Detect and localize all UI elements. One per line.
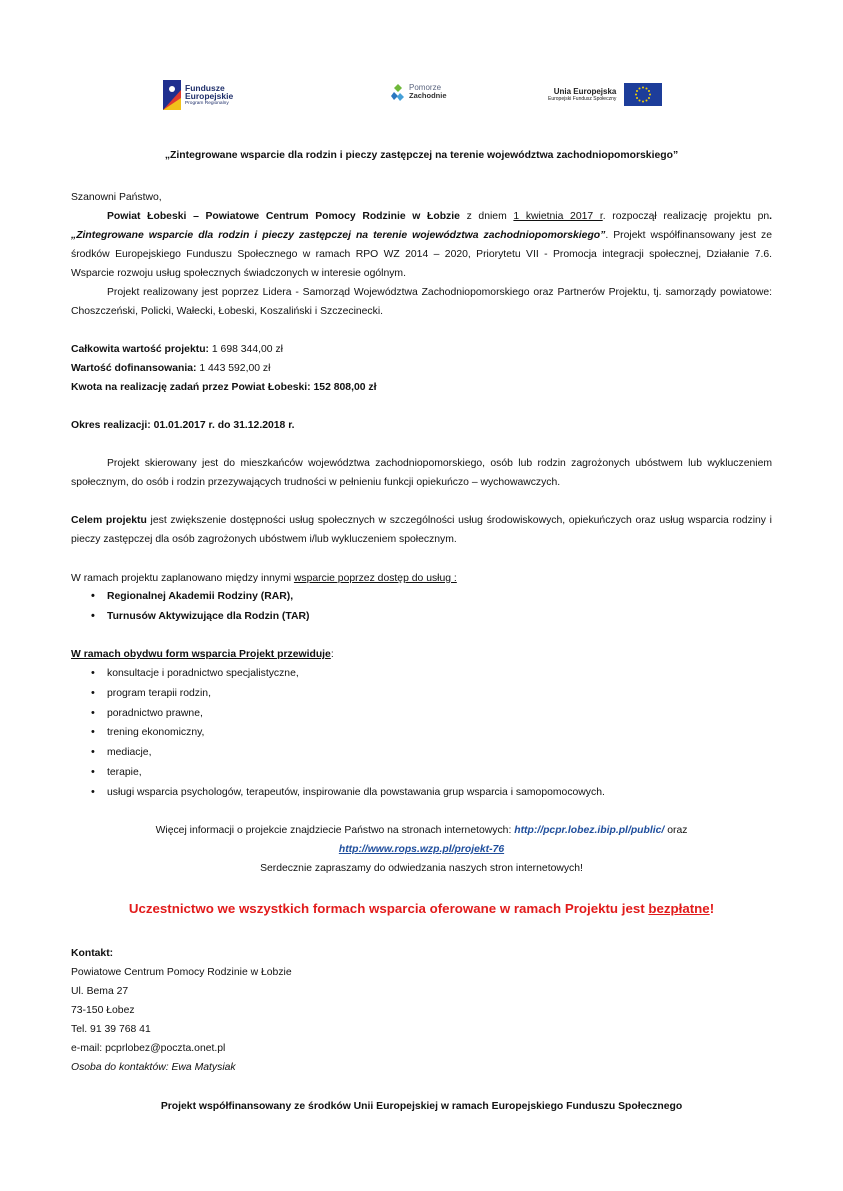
total-value: 1 698 344,00 zł (209, 344, 283, 355)
project-title: „Zintegrowane wsparcie dla rodzin i pieczy zastępczej na terenie województwa zachodniopomorskiego” (164, 150, 679, 161)
list-item: • konsultacje i poradnictwo specjalistyczne, (71, 664, 605, 684)
total-value-label: Całkowita wartość projektu: (71, 344, 209, 355)
list-item: • terapie, (71, 763, 605, 783)
planned-pre: W ramach projektu zaplanowano między innymi (71, 573, 294, 584)
goal-text: jest zwiększenie dostępności usług społecznych w szczególności usług środowiskowych, opiekuńczych oraz usług wsparcia rodziny i pieczy zastępczej dla osób zagrożonych ubóstwem i/lub wykluczeniem społecznym. (71, 515, 772, 545)
list-item: • Turnusów Aktywizujące dla Rodzin (TAR) (71, 607, 309, 627)
free-word: bezpłatne (648, 901, 710, 916)
rops-link[interactable]: http://www.rops.wzp.pl/projekt-76 (338, 844, 505, 855)
partners-paragraph: Projekt realizowany jest poprzez Lidera - Samorząd Województwa Zachodniopomorskiego oraz Partnerów Projektu, tj. samorządy powiatowe: Choszczeński, Policki, Wałecki, Łobeski, Koszaliński i Szczecinecki. (71, 287, 772, 317)
intro-paragraph (71, 207, 772, 283)
intro-project-title: „Zintegrowane wsparcie dla rodzin i pieczy zastępczej na terenie województwa zachodniopomorskiego” (71, 230, 606, 241)
contact-street: Ul. Bema 27 (71, 986, 129, 997)
free-end: ! (709, 901, 715, 916)
info-post: oraz (664, 825, 688, 836)
realization-period: Okres realizacji: 01.01.2017 r. do 31.12.2018 r. (71, 420, 295, 431)
forms-list (71, 664, 605, 803)
county-amount: Kwota na realizację zadań przez Powiat Łobeski: 152 808,00 zł (71, 382, 377, 393)
forms-heading-text: W ramach obydwu form wsparcia Projekt przewiduje (71, 649, 331, 660)
forms-heading (71, 645, 334, 664)
pomorze-logo-line2: Zachodnie (409, 91, 447, 101)
total-value-line (71, 340, 283, 359)
free-text: Uczestnictwo we wszystkich formach wsparcia oferowane w ramach Projektu jest (128, 901, 649, 916)
intro-organization: Powiat Łobeski – Powiatowe Centrum Pomocy Rodzinie w Łobzie (107, 211, 460, 222)
ue-logo-line2: Europejski Fundusz Społeczny (548, 96, 617, 102)
ue-logo-line1: Unia Europejska (553, 87, 617, 96)
contact-org: Powiatowe Centrum Pomocy Rodzinie w Łobzie (71, 967, 292, 978)
intro-text-a: z dniem (459, 211, 514, 222)
forms-colon: : (330, 649, 334, 660)
pomorze-logo-line1: Pomorze (409, 83, 442, 93)
fundusze-europejskie-logo (163, 80, 233, 110)
list-item: • poradnictwo prawne, (71, 704, 605, 724)
contact-postcode: 73-150 Łobez (71, 1005, 135, 1016)
list-item: • trening ekonomiczny, (71, 723, 605, 743)
goal-paragraph (71, 511, 772, 549)
pcpr-link[interactable]: http://pcpr.lobez.ibip.pl/public/ (514, 825, 665, 836)
fe-logo-line1: Fundusze (185, 82, 225, 93)
cofinancing-line (71, 359, 270, 378)
list-item: • mediacje, (71, 743, 605, 763)
planned-underlined: wsparcie poprzez dostęp do usług : (293, 573, 457, 584)
fe-logo-line2: Europejskie (185, 91, 234, 102)
target-paragraph: Projekt skierowany jest do mieszkańców województwa zachodniopomorskiego, osób lub rodzin zagrożonych ubóstwem lub wykluczeniem społecznym, do osób i rodzin przezywających trudności w pełnieniu funkcji opiekuńczo – wychowawczych. (71, 458, 772, 488)
cofinancing-label: Wartość dofinansowania: (71, 363, 197, 374)
intro-date: 1 kwietnia 2017 r (513, 211, 603, 222)
unia-europejska-logo (548, 83, 662, 106)
footer-note: Projekt współfinansowany ze środków Unii Europejskiej w ramach Europejskiego Funduszu Społecznego (160, 1101, 683, 1112)
rops-link-line (0, 840, 843, 859)
invite-line: Serdecznie zapraszamy do odwiedzania naszych stron internetowych! (260, 863, 583, 874)
list-item: • usługi wsparcia psychologów, terapeutów, inspirowanie dla powstawania grup wsparcia i samopomocowych. (71, 783, 605, 803)
planned-list (71, 587, 309, 627)
eu-flag-icon (624, 83, 662, 106)
intro-dot: . (769, 211, 773, 222)
pomorze-zachodnie-logo (390, 82, 447, 102)
contact-person: Osoba do kontaktów: Ewa Matysiak (71, 1062, 236, 1073)
contact-email: e-mail: pcprlobez@poczta.onet.pl (71, 1043, 226, 1054)
intro-text-b: . rozpoczął realizację projektu pn (602, 211, 770, 222)
info-pre: Więcej informacji o projekcie znajdziecie Państwo na stronach internetowych: (155, 825, 515, 836)
cofinancing-value: 1 443 592,00 zł (196, 363, 271, 374)
intro-text-c: . Projekt współfinansowany jest ze środków Europejskiego Funduszu Społecznego w ramach RPO WZ 2014 – 2020, Priorytetu VII - Promocja integracji społecznej, Działanie 7.6. Wsparcie rozwoju usług społecznych świadczonych w interesie ogólnym. (71, 230, 773, 279)
fe-logo-line3: Program Regionalny (185, 101, 229, 107)
pomorze-leaf-icon (390, 82, 406, 102)
goal-label: Celem projektu (71, 515, 147, 526)
list-item: • Regionalnej Akademii Rodziny (RAR), (71, 587, 309, 607)
list-item: • program terapii rodzin, (71, 684, 605, 704)
greeting: Szanowni Państwo, (71, 192, 162, 203)
free-participation-notice (0, 901, 843, 916)
info-line (0, 821, 843, 840)
fe-flag-icon (163, 80, 181, 110)
contact-phone: Tel. 91 39 768 41 (71, 1024, 151, 1035)
contact-heading: Kontakt: (71, 948, 114, 959)
planned-line (71, 569, 457, 588)
